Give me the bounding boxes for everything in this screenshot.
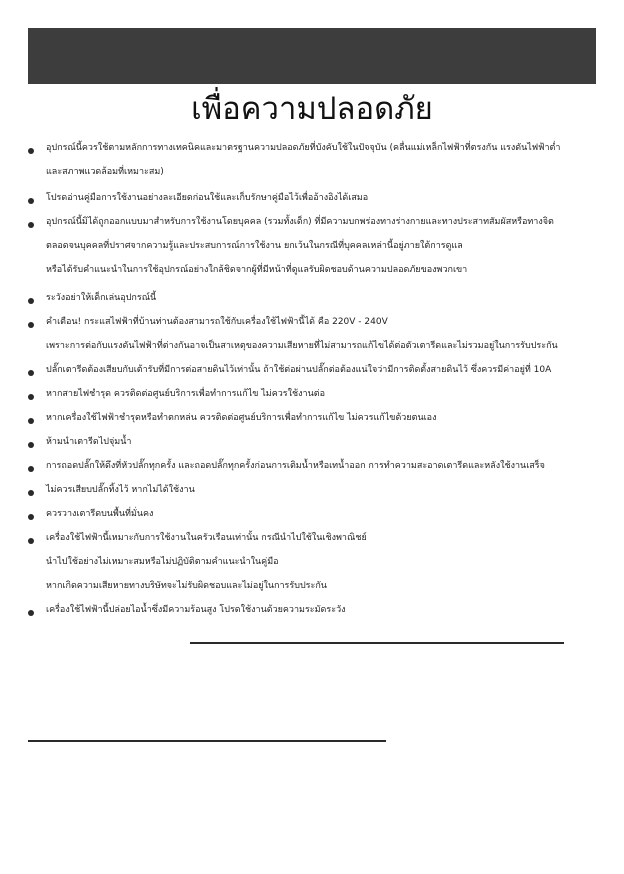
bullet-icon [28, 514, 34, 520]
list-item-text: ไม่ควรเสียบปลั๊กทิ้งไว้ หากไม่ได้ใช้งาน [46, 485, 195, 495]
divider-rule [28, 740, 386, 742]
bullet-icon [28, 222, 34, 228]
bullet-icon [28, 370, 34, 376]
divider-rule [190, 642, 564, 644]
list-item-text: อุปกรณ์นี้มิได้ถูกออกแบบมาสำหรับการใช้งานโดยบุคคล (รวมทั้งเด็ก) ที่มีความบกพร่องทางร่างกายและทางประสาทสัมผัสหรือทางจิต [46, 217, 554, 227]
bullet-icon [28, 610, 34, 616]
list-item-text: การถอดปลั๊กให้ดึงที่หัวปลั๊กทุกครั้ง และถอดปลั๊กทุกครั้งก่อนการเติมน้ำหรือเทน้ำออก การทำความสะอาดเตารีดและหลังใช้งานเสร็จ [46, 461, 545, 471]
list-item-text: ห้ามนำเตารีดไปจุ่มน้ำ [46, 437, 132, 447]
bullet-icon [28, 298, 34, 304]
bullet-icon [28, 418, 34, 424]
list-item-text: ตลอดจนบุคคลที่ปราศจากความรู้และประสบการณ์การใช้งาน ยกเว้นในกรณีที่บุคคลเหล่านี้อยู่ภายใต้การดูแล [46, 241, 463, 251]
list-item-text: โปรดอ่านคู่มือการใช้งานอย่างละเอียดก่อนใช้และเก็บรักษาคู่มือไว้เพื่ออ้างอิงได้เสมอ [46, 193, 369, 203]
list-item-text: หรือได้รับคำแนะนำในการใช้อุปกรณ์อย่างใกล้ชิดจากผู้ที่มีหน้าที่ดูแลรับผิดชอบด้านความปลอดภัยของพวกเขา [46, 265, 468, 275]
list-item-text: คำเตือน! กระแสไฟฟ้าที่บ้านท่านต้องสามารถใช้กับเครื่องใช้ไฟฟ้านี้ได้ คือ 220V - 240V [46, 317, 388, 327]
list-item-text: นำไปใช้อย่างไม่เหมาะสมหรือไม่ปฏิบัติตามคำแนะนำในคู่มือ [46, 557, 279, 567]
list-item-text: หากสายไฟชำรุด ควรติดต่อศูนย์บริการเพื่อทำการแก้ไข ไม่ควรใช้งานต่อ [46, 389, 325, 399]
page-title: เพื่อความปลอดภัย [191, 91, 433, 127]
bullet-icon [28, 538, 34, 544]
list-item-text: หากเครื่องใช้ไฟฟ้าชำรุดหรือทำตกหล่น ควรติดต่อศูนย์บริการเพื่อทำการแก้ไข ไม่ควรแก้ไขด้วยตนเอง [46, 413, 437, 423]
list-item-text: ปลั๊กเตารีดต้องเสียบกับเต้ารับที่มีการต่อสายดินไว้เท่านั้น ถ้าใช้ต่อผ่านปลั๊กต่อต้องแน่ใจว่ามีการติดตั้งสายดินไว้ ซึ่งควรมีค่าอยู่ที่ 10A [46, 365, 552, 375]
list-item-text: เครื่องใช้ไฟฟ้านี้เหมาะกับการใช้งานในครัวเรือนเท่านั้น กรณีนำไปใช้ในเชิงพาณิชย์ [46, 533, 367, 543]
list-item-text: ควรวางเตารีดบนพื้นที่มั่นคง [46, 509, 154, 519]
bullet-icon [28, 148, 34, 154]
list-item-text: และสภาพแวดล้อมที่เหมาะสม) [46, 167, 164, 177]
header-bar [28, 28, 596, 84]
bullet-icon [28, 394, 34, 400]
bullet-icon [28, 322, 34, 328]
list-item-text: ระวังอย่าให้เด็กเล่นอุปกรณ์นี้ [46, 293, 157, 303]
bullet-icon [28, 466, 34, 472]
list-item-text: อุปกรณ์นี้ควรใช้ตามหลักการทางเทคนิคและมาตรฐานความปลอดภัยที่บังคับใช้ในปัจจุบัน (คลื่นแม่เหล็กไฟฟ้าที่ตรงกัน แรงดันไฟฟ้าต่ำ [46, 143, 561, 153]
bullet-icon [28, 442, 34, 448]
list-item-text: เครื่องใช้ไฟฟ้านี้ปล่อยไอน้ำซึ่งมีความร้อนสูง โปรดใช้งานด้วยความระมัดระวัง [46, 605, 346, 615]
list-item-text: เพราะการต่อกับแรงดันไฟฟ้าที่ต่างกันอาจเป็นสาเหตุของความเสียหายที่ไม่สามารถแก้ไขได้ต่อตัวเตารีดและไม่รวมอยู่ในการรับประกัน [46, 341, 558, 351]
list-item-text: หากเกิดความเสียหายทางบริษัทจะไม่รับผิดชอบและไม่อยู่ในการรับประกัน [46, 581, 327, 591]
bullet-icon [28, 490, 34, 496]
bullet-icon [28, 198, 34, 204]
